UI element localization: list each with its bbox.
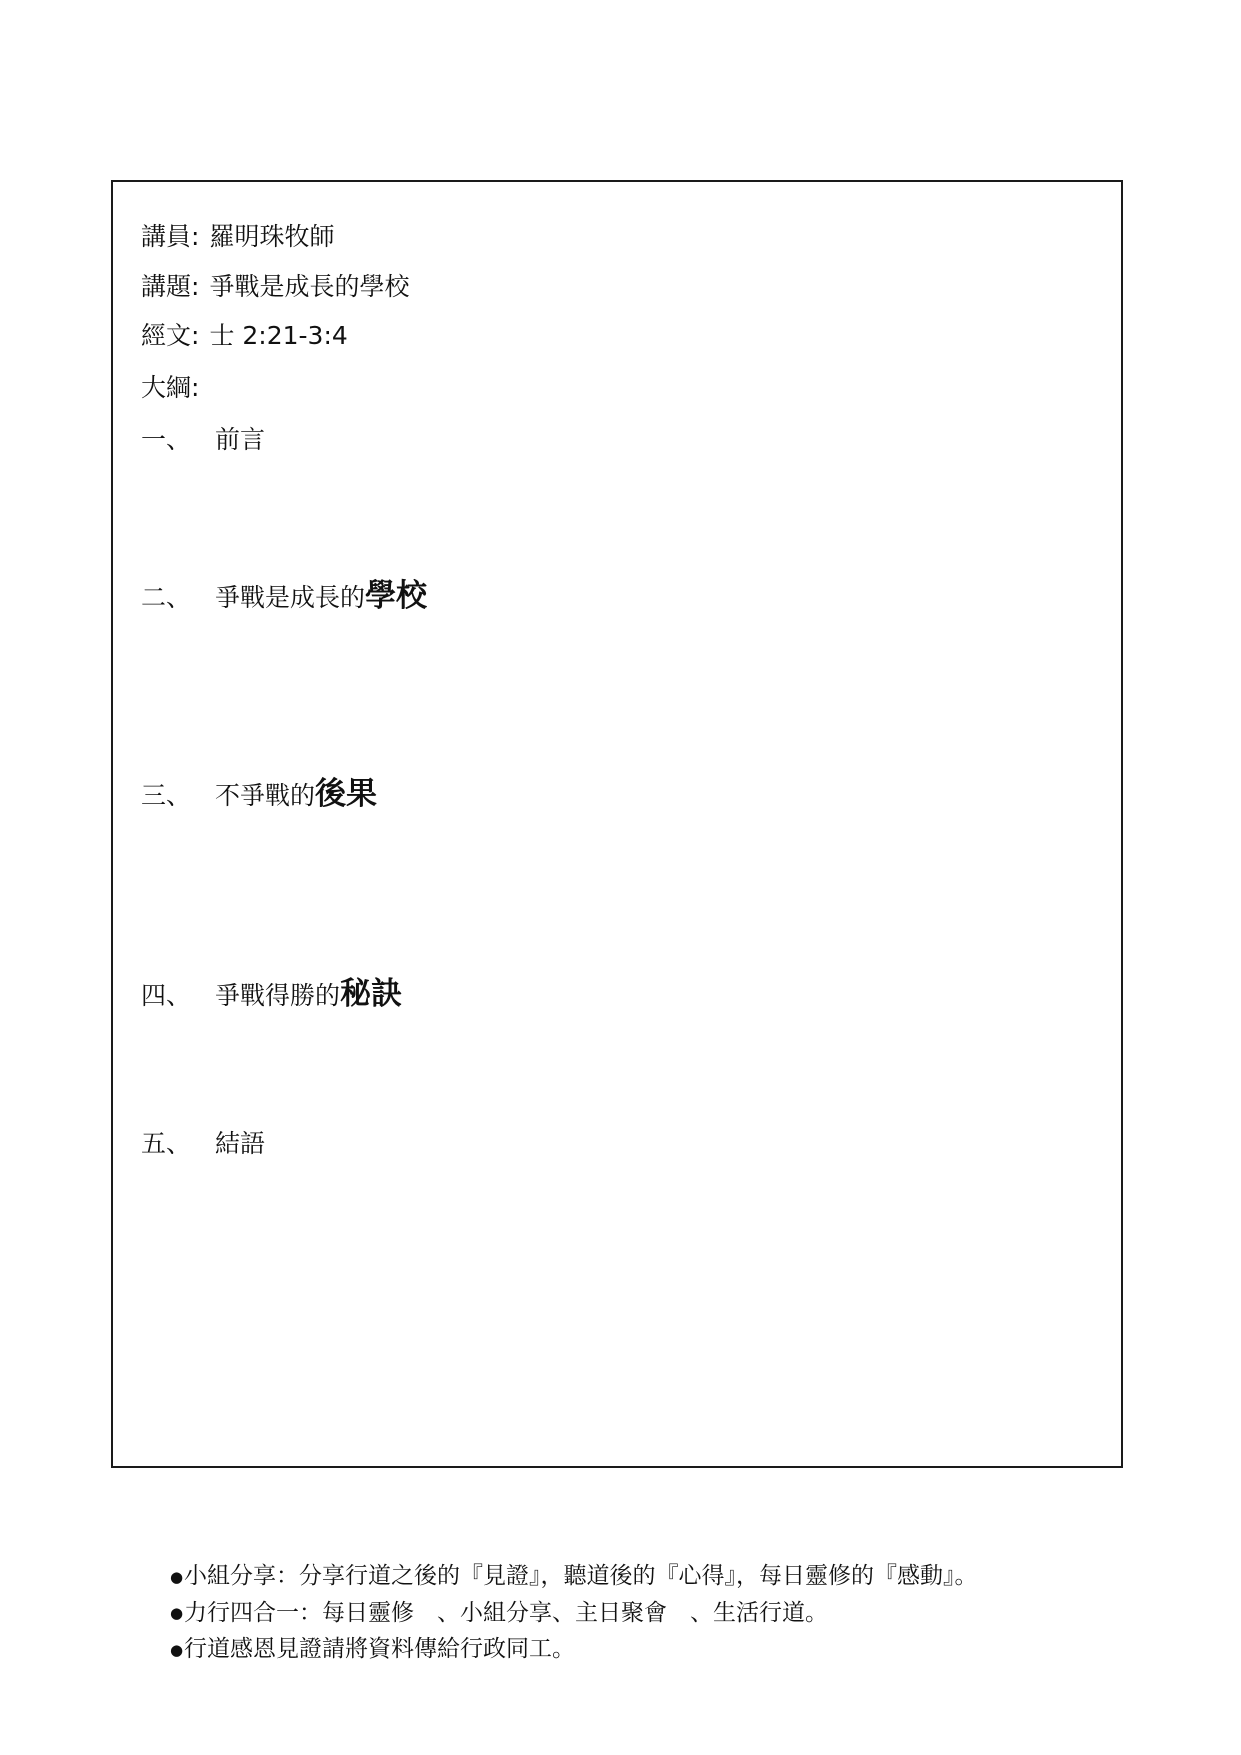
outline-item-2	[141, 570, 427, 615]
outline-number: 五、	[141, 1129, 192, 1158]
topic-title: 爭戰是成長的學校	[209, 272, 410, 301]
note-item	[170, 1631, 978, 1668]
outline-emphasis: 學校	[365, 578, 428, 614]
sermon-outline-box	[111, 180, 1123, 1468]
outline-heading-row	[141, 372, 199, 404]
scripture-row	[141, 320, 348, 352]
outline-text: 不爭戰的	[215, 781, 316, 810]
note-text: 行道感恩見證請將資料傳給行政同工。	[184, 1636, 575, 1662]
note-text: 小組分享：分享行道之後的『見證』，聽道後的『心得』，每日靈修的『感動』。	[184, 1563, 978, 1589]
note-item	[170, 1558, 978, 1595]
outline-number: 三、	[141, 781, 192, 810]
outline-emphasis: 後果	[315, 776, 378, 812]
note-item	[170, 1595, 978, 1632]
speaker-row	[141, 221, 334, 253]
outline-number: 二、	[141, 583, 192, 612]
outline-number: 四、	[141, 981, 192, 1010]
bullet-icon: ●	[170, 1604, 184, 1622]
speaker-label: 講員:	[141, 222, 200, 251]
outline-heading: 大綱:	[141, 373, 200, 402]
outline-text: 前言	[215, 425, 266, 454]
outline-text: 爭戰是成長的	[215, 583, 366, 612]
bullet-icon: ●	[170, 1640, 184, 1659]
speaker-name: 羅明珠牧師	[209, 222, 335, 251]
scripture-label: 經文:	[141, 321, 200, 350]
outline-number: 一、	[141, 425, 192, 454]
outline-text: 爭戰得勝的	[215, 981, 341, 1010]
footer-notes	[170, 1558, 978, 1668]
outline-item-4	[141, 968, 402, 1013]
outline-item-1	[141, 420, 265, 456]
scripture-reference: 士 2:21-3:4	[209, 321, 348, 350]
outline-text: 結語	[215, 1129, 266, 1158]
topic-row	[141, 271, 409, 303]
bullet-icon: ●	[170, 1567, 184, 1586]
outline-item-3	[141, 768, 377, 813]
outline-item-5	[141, 1124, 265, 1160]
topic-label: 講題:	[141, 272, 200, 301]
note-text: 力行四合一：每日靈修 、小組分享、主日聚會 、生活行道。	[184, 1599, 828, 1626]
outline-emphasis: 秘訣	[340, 976, 403, 1012]
